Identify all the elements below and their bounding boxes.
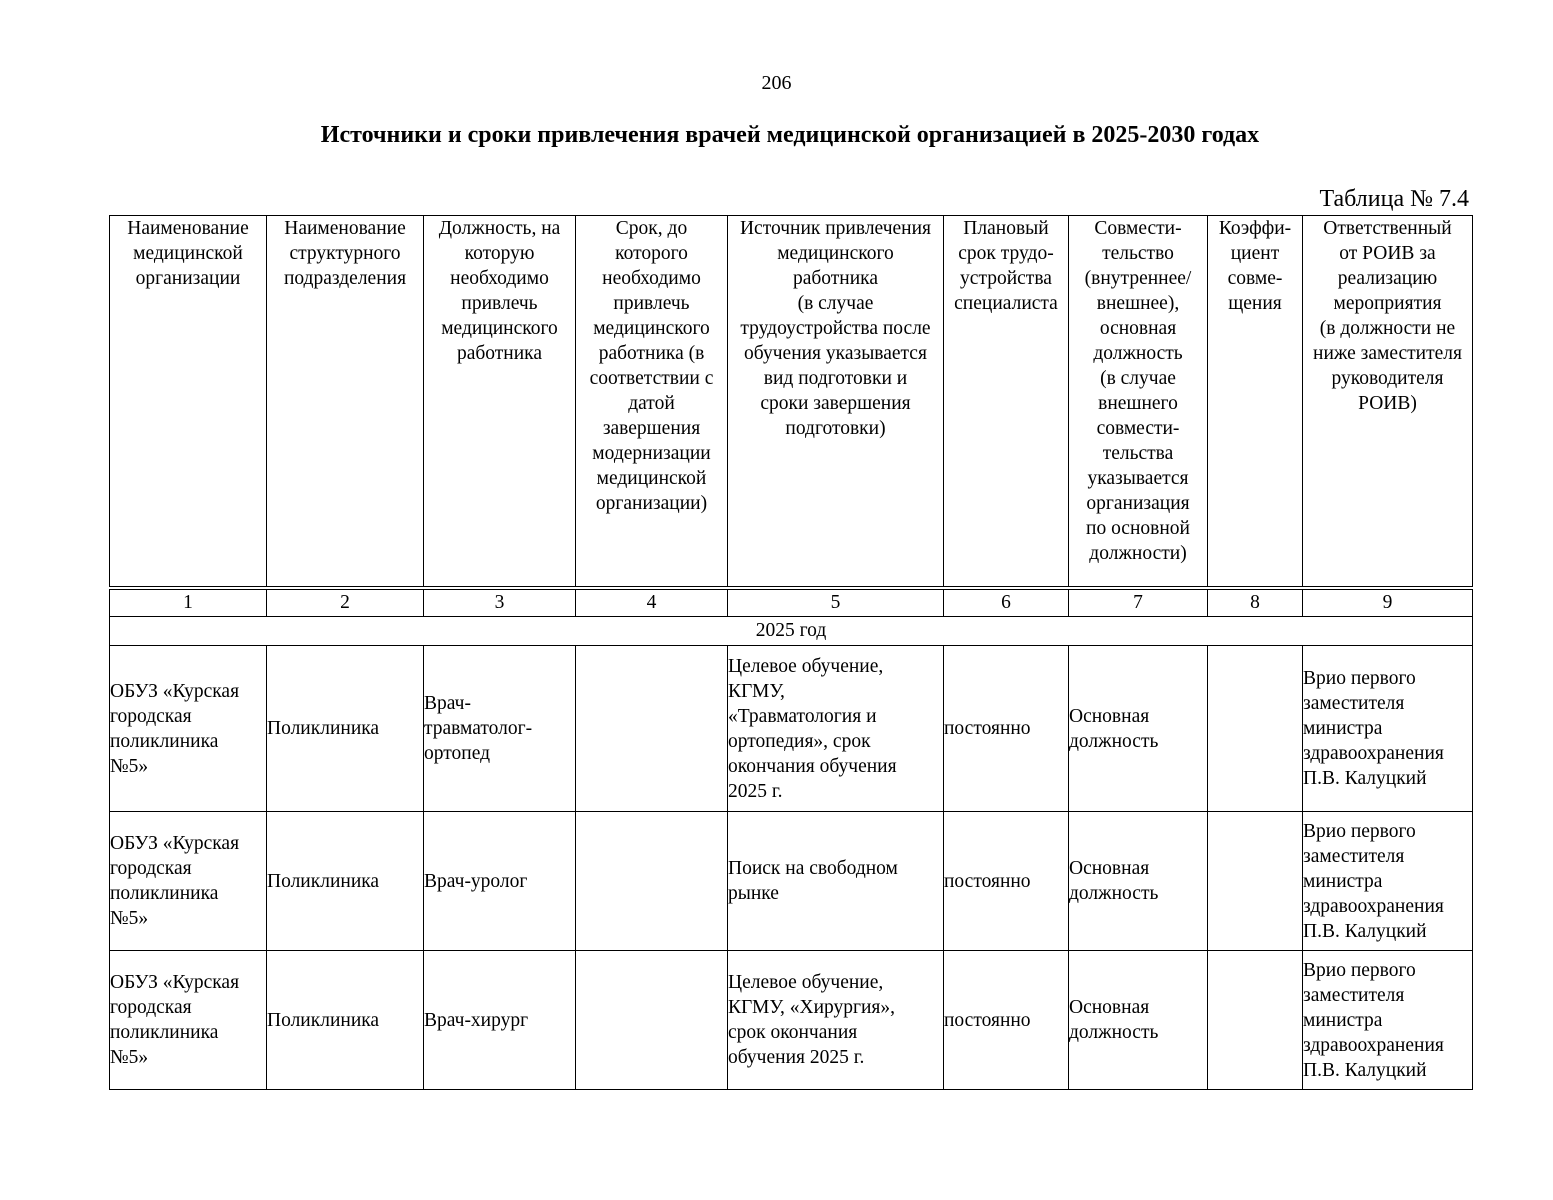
column-number: 1 [110,590,267,617]
cell-deadline [576,646,728,812]
cell-department: Поликлиника [267,812,424,951]
header-cell-coefficient: Коэффи- циент совме- щения [1208,216,1303,587]
table-row [110,812,1473,951]
cell-position: Врач-хирург [424,951,576,1090]
header-cell-responsible: Ответственный от РОИВ за реализацию мероприятия (в должности не ниже заместителя руководителя РОИВ) [1303,216,1473,587]
table-label: Таблица № 7.4 [1319,186,1469,212]
column-number-row [110,590,1473,617]
cell-organization: ОБУЗ «Курская городская поликлиника №5» [110,812,267,951]
cell-coefficient [1208,951,1303,1090]
header-cell-organization: Наименование медицинской организации [110,216,267,587]
column-number: 3 [424,590,576,617]
cell-combination: Основная должность [1069,812,1208,951]
header-cell-department: Наименование структурного подразделения [267,216,424,587]
cell-organization: ОБУЗ «Курская городская поликлиника №5» [110,951,267,1090]
table-row [110,951,1473,1090]
column-number: 8 [1208,590,1303,617]
page-title: Источники и сроки привлечения врачей медицинской организацией в 2025-2030 годах [320,122,1260,148]
cell-planned-term: постоянно [944,951,1069,1090]
cell-responsible: Врио первого заместителя министра здравоохранения П.В. Калуцкий [1303,812,1473,951]
column-number: 6 [944,590,1069,617]
cell-combination: Основная должность [1069,646,1208,812]
cell-deadline [576,951,728,1090]
column-number: 9 [1303,590,1473,617]
page-number: 206 [761,72,792,94]
cell-position: Врач- травматолог- ортопед [424,646,576,812]
header-row [110,216,1473,587]
cell-planned-term: постоянно [944,812,1069,951]
header-cell-combination: Совмести- тельство (внутреннее/ внешнее), основная должность (в случае внешнего совмести- тельства указывается организация по основной должности) [1069,216,1208,587]
cell-source: Целевое обучение, КГМУ, «Хирургия», срок окончания обучения 2025 г. [728,951,944,1090]
column-number: 4 [576,590,728,617]
table-row [110,646,1473,812]
column-number: 2 [267,590,424,617]
cell-department: Поликлиника [267,646,424,812]
cell-department: Поликлиника [267,951,424,1090]
cell-planned-term: постоянно [944,646,1069,812]
header-table [109,215,1473,587]
year-row [110,617,1473,646]
data-table [109,589,1473,1090]
cell-responsible: Врио первого заместителя министра здравоохранения П.В. Калуцкий [1303,646,1473,812]
header-cell-planned-term: Плановый срок трудо- устройства специалиста [944,216,1069,587]
cell-source: Поиск на свободном рынке [728,812,944,951]
column-number: 7 [1069,590,1208,617]
cell-coefficient [1208,812,1303,951]
cell-organization: ОБУЗ «Курская городская поликлиника №5» [110,646,267,812]
cell-position: Врач-уролог [424,812,576,951]
cell-combination: Основная должность [1069,951,1208,1090]
cell-source: Целевое обучение, КГМУ, «Травматология и ортопедия», срок окончания обучения 2025 г. [728,646,944,812]
header-cell-source: Источник привлечения медицинского работника (в случае трудоустройства после обучения указывается вид подготовки и сроки завершения подготовки) [728,216,944,587]
header-cell-position: Должность, на которую необходимо привлечь медицинского работника [424,216,576,587]
column-number: 5 [728,590,944,617]
cell-deadline [576,812,728,951]
cell-coefficient [1208,646,1303,812]
header-cell-deadline: Срок, до которого необходимо привлечь медицинского работника (в соответствии с датой завершения модернизации медицинской организации) [576,216,728,587]
year-cell: 2025 год [110,617,1473,646]
cell-responsible: Врио первого заместителя министра здравоохранения П.В. Калуцкий [1303,951,1473,1090]
